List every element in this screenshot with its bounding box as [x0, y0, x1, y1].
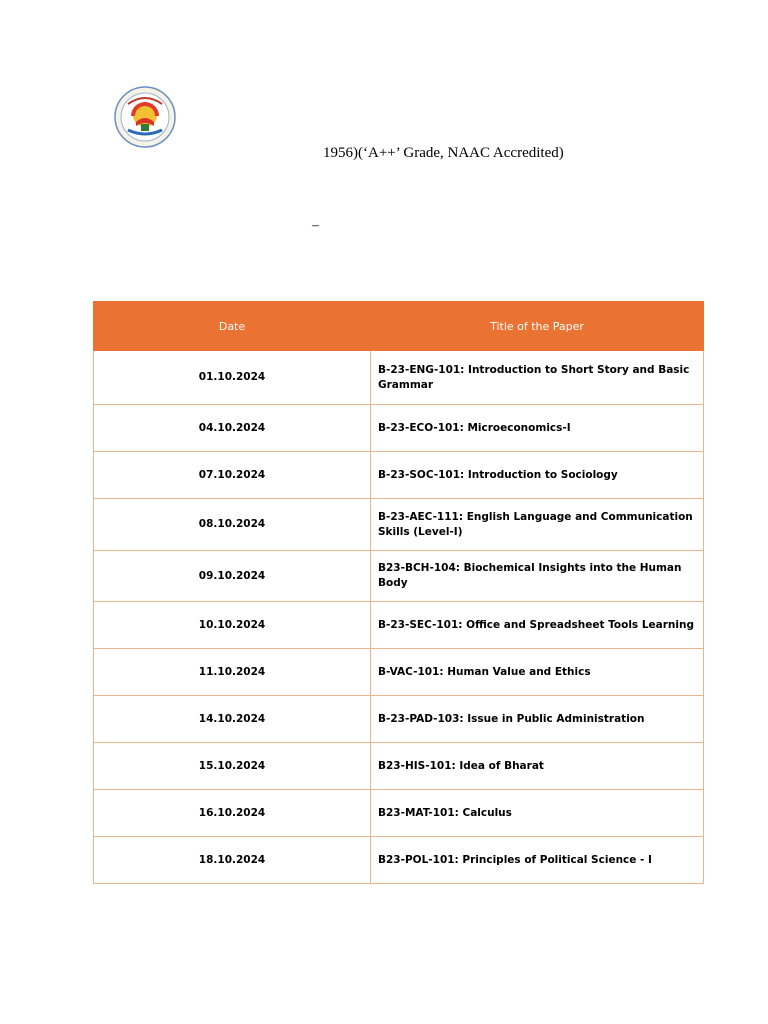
paper-title-cell: B-VAC-101: Human Value and Ethics — [371, 649, 704, 696]
date-cell: 08.10.2024 — [94, 499, 371, 551]
paper-title-cell: B-23-ECO-101: Microeconomics-I — [371, 405, 704, 452]
table-row — [94, 351, 704, 405]
column-header-date: Date — [94, 302, 371, 351]
date-cell: 14.10.2024 — [94, 696, 371, 743]
paper-title-cell: B-23-SOC-101: Introduction to Sociology — [371, 452, 704, 499]
table-row — [94, 790, 704, 837]
paper-title-cell: B-23-SEC-101: Office and Spreadsheet Tools Learning — [371, 602, 704, 649]
paper-title-cell: B-23-PAD-103: Issue in Public Administration — [371, 696, 704, 743]
date-cell: 09.10.2024 — [94, 551, 371, 602]
date-cell: 07.10.2024 — [94, 452, 371, 499]
date-cell: 16.10.2024 — [94, 790, 371, 837]
table-row — [94, 743, 704, 790]
paper-title-cell: B23-HIS-101: Idea of Bharat — [371, 743, 704, 790]
paper-title-cell: B-23-ENG-101: Introduction to Short Story and Basic Grammar — [371, 351, 704, 405]
university-logo — [114, 86, 176, 148]
table-row — [94, 837, 704, 884]
dash-separator: – — [312, 218, 319, 233]
table-row — [94, 602, 704, 649]
date-cell: 15.10.2024 — [94, 743, 371, 790]
table-row — [94, 551, 704, 602]
paper-title-cell: B-23-AEC-111: English Language and Communication Skills (Level-I) — [371, 499, 704, 551]
column-header-title: Title of the Paper — [371, 302, 704, 351]
paper-title-cell: B23-MAT-101: Calculus — [371, 790, 704, 837]
table-row — [94, 649, 704, 696]
table-row — [94, 499, 704, 551]
table-header-row — [94, 302, 704, 351]
date-cell: 18.10.2024 — [94, 837, 371, 884]
table-row — [94, 405, 704, 452]
affiliation-line: 1956)(‘A++’ Grade, NAAC Accredited) — [323, 145, 564, 161]
table-row — [94, 696, 704, 743]
date-cell: 11.10.2024 — [94, 649, 371, 696]
date-cell: 01.10.2024 — [94, 351, 371, 405]
date-cell: 04.10.2024 — [94, 405, 371, 452]
exam-schedule-table — [93, 301, 704, 884]
date-cell: 10.10.2024 — [94, 602, 371, 649]
table-row — [94, 452, 704, 499]
paper-title-cell: B23-BCH-104: Biochemical Insights into the Human Body — [371, 551, 704, 602]
paper-title-cell: B23-POL-101: Principles of Political Science - I — [371, 837, 704, 884]
